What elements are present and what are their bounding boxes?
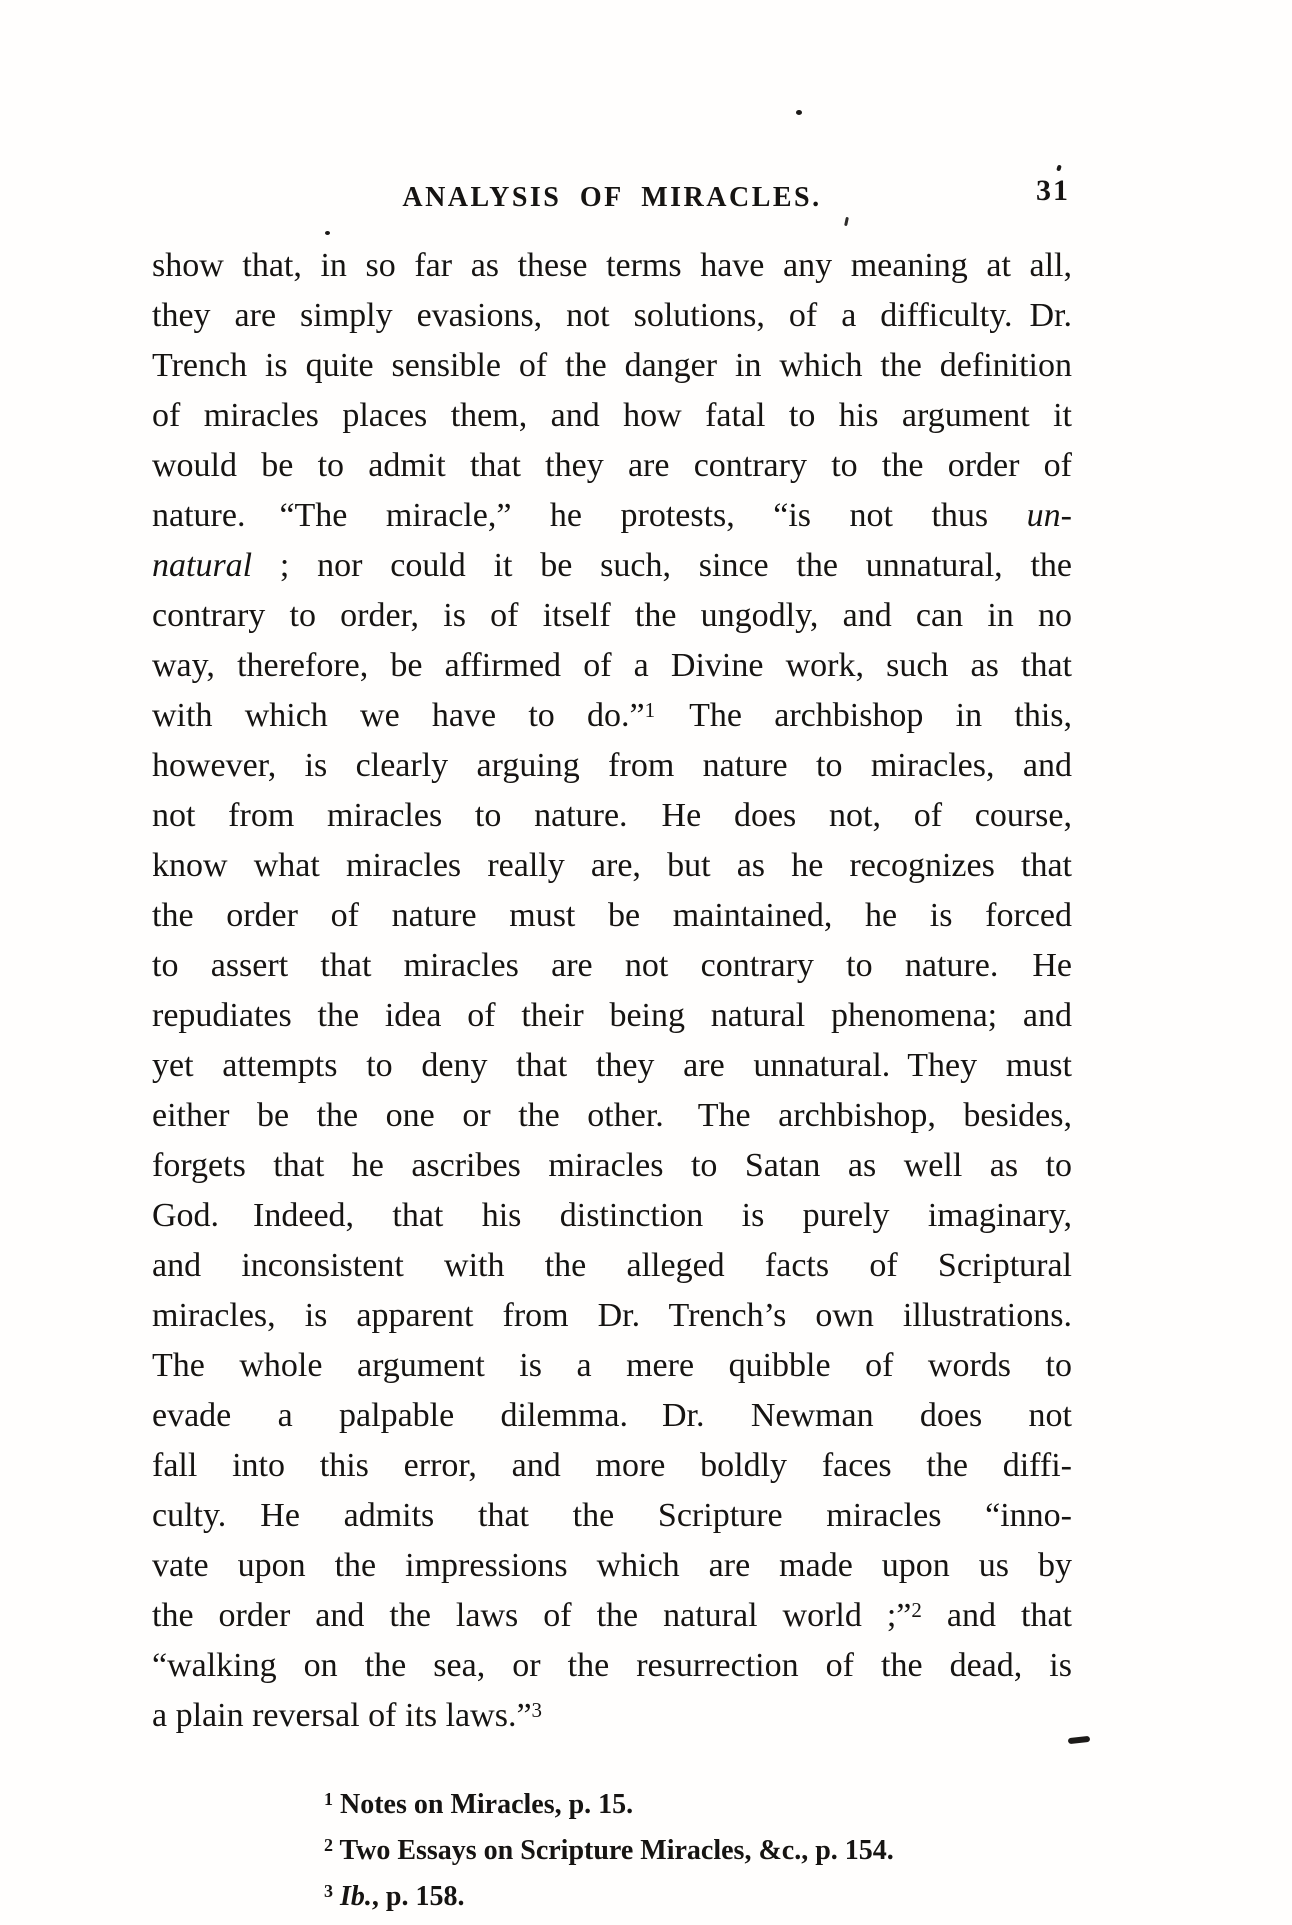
scan-artifact xyxy=(1056,165,1062,172)
text-line: the order of nature must be maintained, he is forced xyxy=(152,897,1072,934)
text-line: and inconsistent with the alleged facts of Scriptural xyxy=(152,1247,1072,1284)
footnote: $^2$ Two Essays on Scripture Miracles, &c., p. 154. xyxy=(324,1835,894,1866)
text-line: contrary to order, is of itself the ungodly, and can in no xyxy=(152,597,1072,634)
text-line: vate upon the impressions which are made upon us by xyxy=(152,1547,1072,1584)
footnote: $^3$ Ib., p. 158. xyxy=(324,1881,465,1912)
body-text xyxy=(152,241,1072,1741)
scan-artifact xyxy=(796,110,802,115)
text-line: culty. He admits that the Scripture miracles “inno- xyxy=(152,1497,1072,1534)
footnote: $^1$ Notes on Miracles, p. 15. xyxy=(324,1789,634,1820)
text-line: a plain reversal of its laws.”$^3$ xyxy=(152,1697,543,1734)
scan-artifact xyxy=(325,231,330,235)
text-line: the order and the laws of the natural world ;”$^2$ and that xyxy=(152,1597,1072,1634)
text-line: The whole argument is a mere quibble of words to xyxy=(152,1347,1072,1384)
text-line: yet attempts to deny that they are unnatural. They must xyxy=(152,1047,1072,1084)
scan-artifact xyxy=(844,217,849,226)
text-line: they are simply evasions, not solutions, of a difficulty. Dr. xyxy=(152,297,1072,334)
text-line: to assert that miracles are not contrary to nature. He xyxy=(152,947,1072,984)
text-line: forgets that he ascribes miracles to Satan as well as to xyxy=(152,1147,1072,1184)
text-line: either be the one or the other. The archbishop, besides, xyxy=(152,1097,1072,1134)
running-header: ANALYSIS OF MIRACLES. xyxy=(402,182,822,213)
text-line: miracles, is apparent from Dr. Trench’s own illustrations. xyxy=(152,1297,1072,1334)
text-line: Trench is quite sensible of the danger in which the definition xyxy=(152,347,1072,384)
text-line: repudiates the idea of their being natural phenomena; and xyxy=(152,997,1072,1034)
text-line: would be to admit that they are contrary to the order of xyxy=(152,447,1072,484)
text-line: of miracles places them, and how fatal to his argument it xyxy=(152,397,1072,434)
page-number: 31 xyxy=(1036,174,1070,207)
scan-artifact xyxy=(1068,1736,1091,1744)
text-line: “walking on the sea, or the resurrection of the dead, is xyxy=(152,1647,1072,1684)
text-line: fall into this error, and more boldly faces the diffi- xyxy=(152,1447,1072,1484)
text-line: natural ; nor could it be such, since the unnatural, the xyxy=(152,547,1072,584)
text-line: however, is clearly arguing from nature to miracles, and xyxy=(152,747,1072,784)
text-line: know what miracles really are, but as he recognizes that xyxy=(152,847,1072,884)
text-line: not from miracles to nature. He does not, of course, xyxy=(152,797,1072,834)
text-line: nature. “The miracle,” he protests, “is not thus un- xyxy=(152,497,1072,534)
text-line: way, therefore, be affirmed of a Divine work, such as that xyxy=(152,647,1072,684)
text-line: with which we have to do.”$^1$ The archbishop in this, xyxy=(152,697,1072,734)
footnotes xyxy=(324,1782,894,1920)
text-line: God. Indeed, that his distinction is purely imaginary, xyxy=(152,1197,1072,1234)
text-line: evade a palpable dilemma. Dr. Newman does not xyxy=(152,1397,1072,1434)
text-line: show that, in so far as these terms have any meaning at all, xyxy=(152,247,1072,284)
